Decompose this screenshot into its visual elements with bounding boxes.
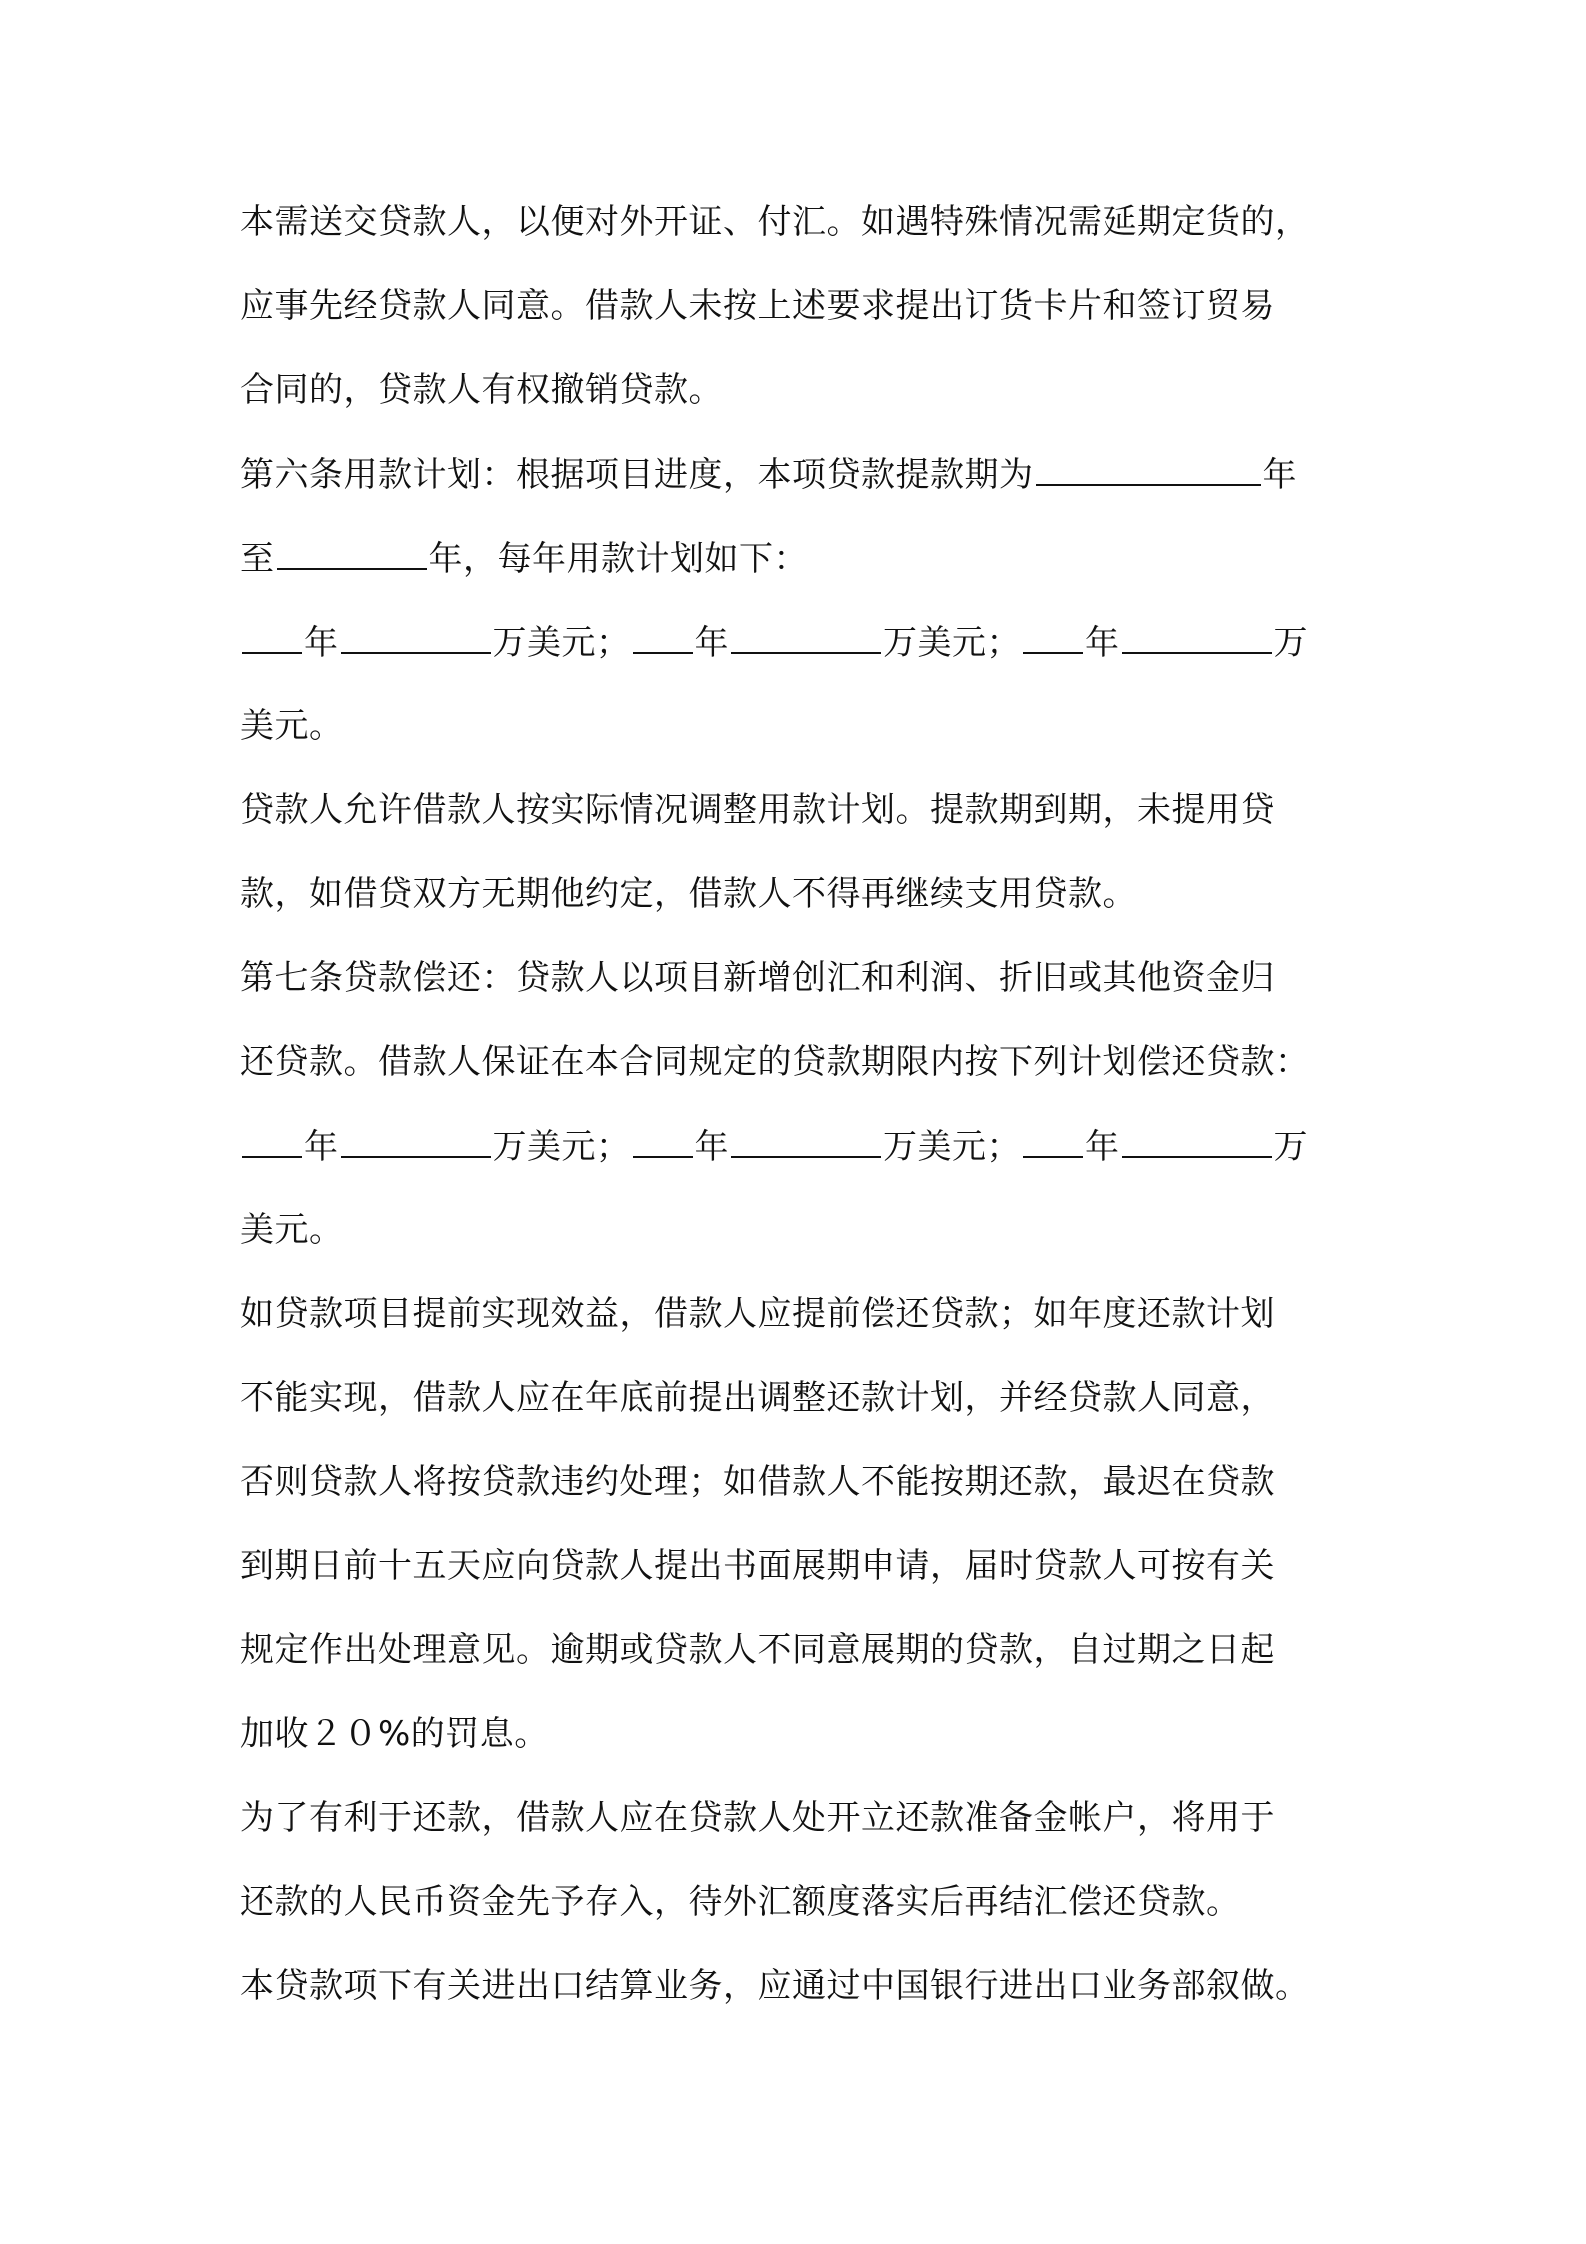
fill-in-blank (1122, 620, 1272, 654)
text-line: 还款的人民币资金先予存入，待外汇额度落实后再结汇偿还贷款。 (240, 1882, 1241, 1922)
text-line: 应事先经贷款人同意。借款人未按上述要求提出订货卡片和签订贸易 (240, 286, 1275, 326)
text-line: 还贷款。借款人保证在本合同规定的贷款期限内按下列计划偿还贷款： (240, 1042, 1310, 1082)
text-segment: 年 (304, 623, 339, 663)
article-7-heading-line: 第七条贷款偿还：贷款人以项目新增创汇和利润、折旧或其他资金归 (240, 958, 1275, 998)
text-line: 如贷款项目提前实现效益，借款人应提前偿还贷款；如年度还款计划 (240, 1294, 1275, 1334)
text-line: 美元。 (240, 706, 344, 746)
text-line: 不能实现，借款人应在年底前提出调整还款计划，并经贷款人同意， (240, 1378, 1275, 1418)
drawdown-schedule-line (240, 620, 1370, 664)
text-segment: 年 (1085, 1127, 1120, 1167)
text-segment: 年 (1262, 455, 1297, 495)
text-segment: 万美元； (883, 1127, 1021, 1167)
text-segment: 万 (1273, 1127, 1308, 1167)
text-segment: 年 (694, 1127, 729, 1167)
text-line: 本贷款项下有关进出口结算业务，应通过中国银行进出口业务部叙做。 (240, 1966, 1310, 2006)
repayment-schedule-line (240, 1124, 1370, 1168)
text-segment: 至 (240, 539, 275, 579)
text-line: 加收２０%的罚息。 (240, 1714, 549, 1754)
fill-in-blank (242, 1124, 302, 1158)
fill-in-blank (341, 1124, 491, 1158)
text-line: 合同的，贷款人有权撤销贷款。 (240, 370, 723, 410)
fill-in-blank (731, 1124, 881, 1158)
text-line: 到期日前十五天应向贷款人提出书面展期申请，届时贷款人可按有关 (240, 1546, 1275, 1586)
text-line: 本需送交贷款人，以便对外开证、付汇。如遇特殊情况需延期定货的， (240, 202, 1310, 242)
fill-in-blank (242, 620, 302, 654)
text-segment: 万美元； (883, 623, 1021, 663)
text-line: 款，如借贷双方无期他约定，借款人不得再继续支用贷款。 (240, 874, 1137, 914)
text-segment: 年 (1085, 623, 1120, 663)
fill-in-blank (1023, 620, 1083, 654)
text-line: 贷款人允许借款人按实际情况调整用款计划。提款期到期，未提用贷 (240, 790, 1275, 830)
text-line (240, 536, 1370, 580)
text-line: 规定作出处理意见。逾期或贷款人不同意展期的贷款，自过期之日起 (240, 1630, 1275, 1670)
text-line: 为了有利于还款，借款人应在贷款人处开立还款准备金帐户，将用于 (240, 1798, 1275, 1838)
fill-in-blank (633, 1124, 693, 1158)
text-segment: 万美元； (492, 623, 631, 663)
fill-in-blank (1023, 1124, 1083, 1158)
fill-in-blank (277, 536, 427, 570)
fill-in-blank (1122, 1124, 1272, 1158)
text-segment: 万美元； (492, 1127, 631, 1167)
fill-in-blank (341, 620, 491, 654)
text-line: 否则贷款人将按贷款违约处理；如借款人不能按期还款，最迟在贷款 (240, 1462, 1275, 1502)
fill-in-blank (731, 620, 881, 654)
fill-in-blank (633, 620, 693, 654)
text-segment: 年 (694, 623, 729, 663)
text-line: 美元。 (240, 1210, 344, 1250)
text-segment: 年 (304, 1127, 339, 1167)
text-segment: 万 (1273, 623, 1308, 663)
fill-in-blank (1036, 452, 1261, 486)
text-segment: 年，每年用款计划如下： (428, 539, 808, 579)
text-segment: 第六条用款计划：根据项目进度，本项贷款提款期为 (240, 455, 1034, 495)
article-6-heading-line (240, 452, 1370, 496)
